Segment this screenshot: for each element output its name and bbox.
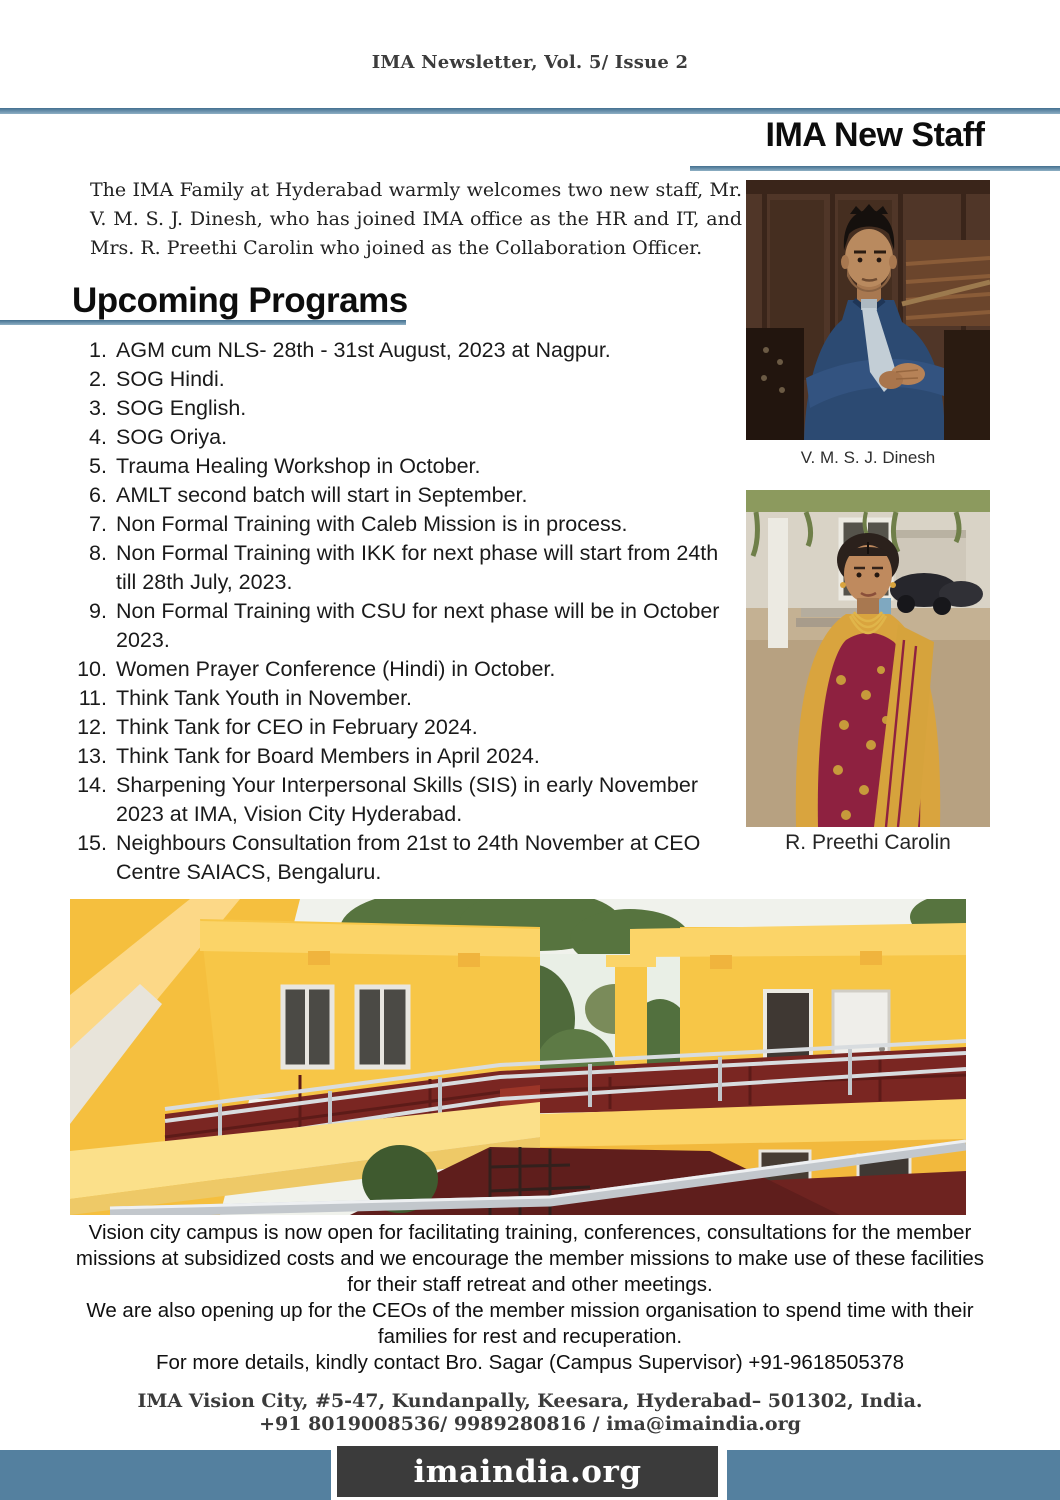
program-item: Non Formal Training with IKK for next phase will start from 24th till 28th July, 2023.: [116, 541, 719, 594]
new-staff-divider: [690, 166, 1060, 171]
photo-dinesh-caption: V. M. S. J. Dinesh: [800, 448, 936, 467]
header-divider: [0, 108, 1060, 114]
preethi-portrait-illustration: [746, 490, 990, 827]
dinesh-portrait-illustration: [746, 180, 990, 440]
new-staff-intro: The IMA Family at Hyderabad warmly welcomes two new staff, Mr. V. M. S. J. Dinesh, who has joined IMA office as the HR and IT, and Mrs. R. Preethi Carolin who joined as the Collaboration Officer.: [90, 179, 742, 259]
campus-paragraph-2: We are also opening up for the CEOs of the member mission organisation to spend time with their families for rest and recuperation.: [86, 1299, 974, 1348]
footer-address-line2: +91 8019008536/ 9989280816 / ima@imaindia.org: [259, 1413, 801, 1435]
program-item: Trauma Healing Workshop in October.: [116, 454, 481, 478]
photo-campus-building: [70, 899, 966, 1215]
footer-bar-left: [0, 1450, 331, 1500]
footer-address: [0, 1390, 1060, 1436]
campus-paragraph-1: Vision city campus is now open for facilitating training, conferences, consultations for the member missions at subsidized costs and we encourage the member missions to make use of these facilities for their staff retreat and other meetings.: [75, 1221, 985, 1296]
program-item: SOG Oriya.: [116, 425, 228, 449]
program-item: Think Tank for Board Members in April 2024.: [116, 744, 540, 768]
program-item: AMLT second batch will start in September.: [116, 483, 528, 507]
newsletter-header: IMA Newsletter, Vol. 5/ Issue 2: [371, 52, 689, 73]
program-item: Non Formal Training with CSU for next phase will be in October 2023.: [116, 599, 720, 652]
program-item: Non Formal Training with Caleb Mission is in process.: [116, 512, 628, 536]
program-item: SOG English.: [116, 396, 247, 420]
footer-address-line1: IMA Vision City, #5-47, Kundanpally, Keesara, Hyderabad– 501302, India.: [137, 1390, 923, 1412]
programs-title: Upcoming Programs: [72, 281, 408, 320]
campus-building-illustration: [70, 899, 966, 1215]
new-staff-title: IMA New Staff: [765, 116, 985, 154]
campus-paragraph-3: For more details, kindly contact Bro. Sagar (Campus Supervisor) +91-9618505378: [155, 1351, 905, 1374]
programs-list: [70, 336, 730, 887]
footer-bar-right: [727, 1450, 1060, 1500]
photo-dinesh: [746, 180, 990, 440]
programs-divider: [0, 320, 406, 325]
program-item: AGM cum NLS- 28th - 31st August, 2023 at Nagpur.: [116, 338, 611, 362]
program-item: Neighbours Consultation from 21st to 24th November at CEO Centre SAIACS, Bengaluru.: [116, 831, 701, 884]
website-banner: [337, 1446, 718, 1497]
program-item: Sharpening Your Interpersonal Skills (SIS) in early November 2023 at IMA, Vision City Hyderabad.: [116, 773, 698, 826]
website-url: imaindia.org: [413, 1453, 642, 1490]
campus-text: [65, 1220, 995, 1376]
program-item: Think Tank Youth in November.: [116, 686, 413, 710]
program-item: Women Prayer Conference (Hindi) in October.: [116, 657, 556, 681]
photo-preethi: [746, 490, 990, 827]
program-item: SOG Hindi.: [116, 367, 225, 391]
photo-preethi-caption: R. Preethi Carolin: [785, 831, 951, 854]
program-item: Think Tank for CEO in February 2024.: [116, 715, 478, 739]
